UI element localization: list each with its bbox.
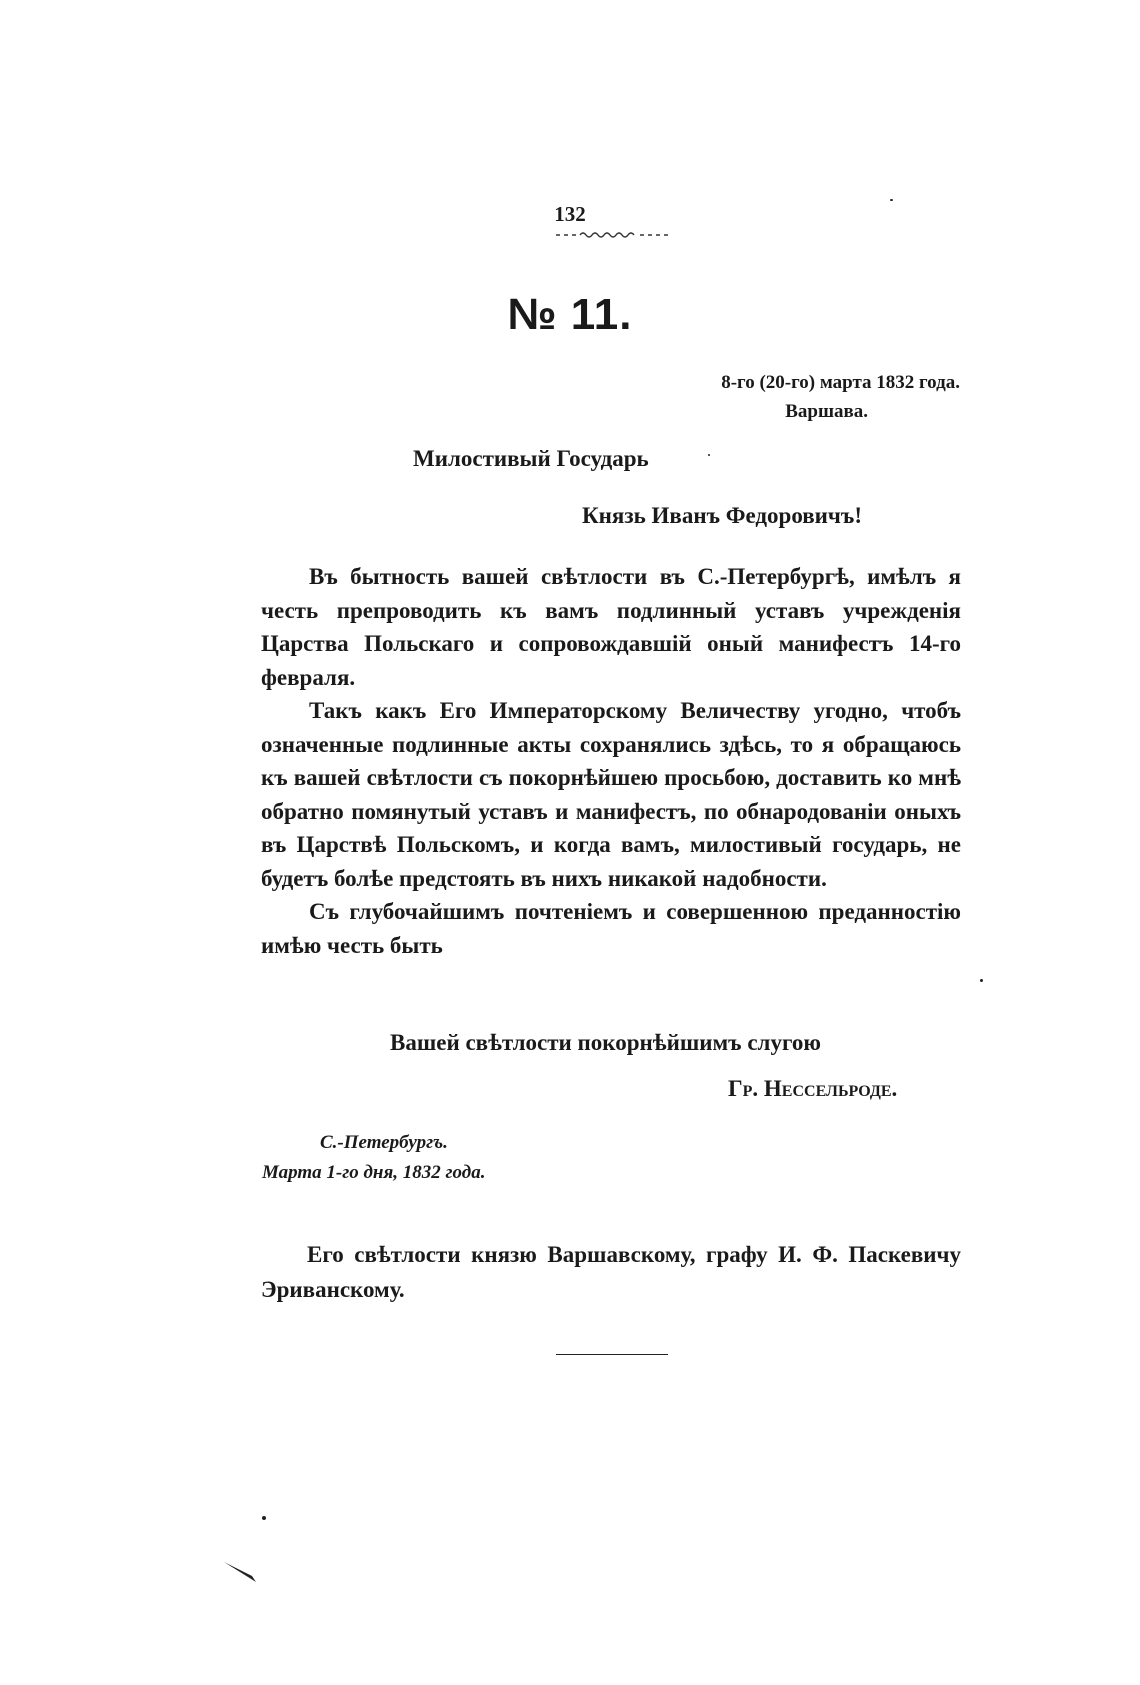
letter-body <box>261 560 961 962</box>
page-number: 132 <box>554 202 586 226</box>
body-paragraph-1: Въ бытность вашей свѣтлости въ С.-Петербургѣ, имѣлъ я честь препроводить къ вамъ подлинный уставъ учрежденія Царства Польскаго и сопровождавшій оный манифестъ 14-го февраля. <box>261 564 961 690</box>
addressee-text: Его свѣтлости князю Варшавскому, графу И. Ф. Паскевичу Эриванскому. <box>261 1242 961 1302</box>
place: С.-Петербургъ. <box>320 1132 448 1153</box>
end-rule <box>556 1354 668 1355</box>
document-number: № 11. <box>507 290 633 339</box>
scan-speck <box>980 979 983 982</box>
place-and-date <box>262 1128 485 1188</box>
letter-date: Марта 1-го дня, 1832 года. <box>262 1162 486 1183</box>
scan-mark <box>222 1560 258 1584</box>
ornament-divider <box>556 228 668 240</box>
body-paragraph-3: Съ глубочайшимъ почтеніемъ и совершенною преданностію имѣю честь быть <box>261 899 961 958</box>
salutation-line-2: Князь Иванъ Федоровичъ! <box>582 503 862 528</box>
salutation-line-1: Милостивый Государь <box>413 446 649 471</box>
body-paragraph-2: Такъ какъ Его Императорскому Величеству угодно, чтобъ означенные подлинные акты сохранялись здѣсь, то я обращаюсь къ вашей свѣтлости съ покорнѣйшею просьбою, доставить ко мнѣ обратно помянутый уставъ и манифестъ, по обнародованіи оныхъ въ Царствѣ Польскомъ, и когда вамъ, милостивый государь, не будетъ болѣе предстоять въ нихъ никакой надобности. <box>261 698 961 891</box>
scan-speck <box>890 199 893 201</box>
addressee <box>261 1237 961 1307</box>
dateline <box>660 368 960 426</box>
dateline-city: Варшава. <box>785 401 868 422</box>
scan-speck <box>708 454 710 456</box>
dateline-date: 8-го (20-го) марта 1832 года. <box>721 372 960 393</box>
closing-line: Вашей свѣтлости покорнѣйшимъ слугою <box>390 1030 821 1055</box>
scan-speck <box>262 1516 266 1520</box>
signature: Гр. Нессельроде. <box>728 1076 898 1101</box>
